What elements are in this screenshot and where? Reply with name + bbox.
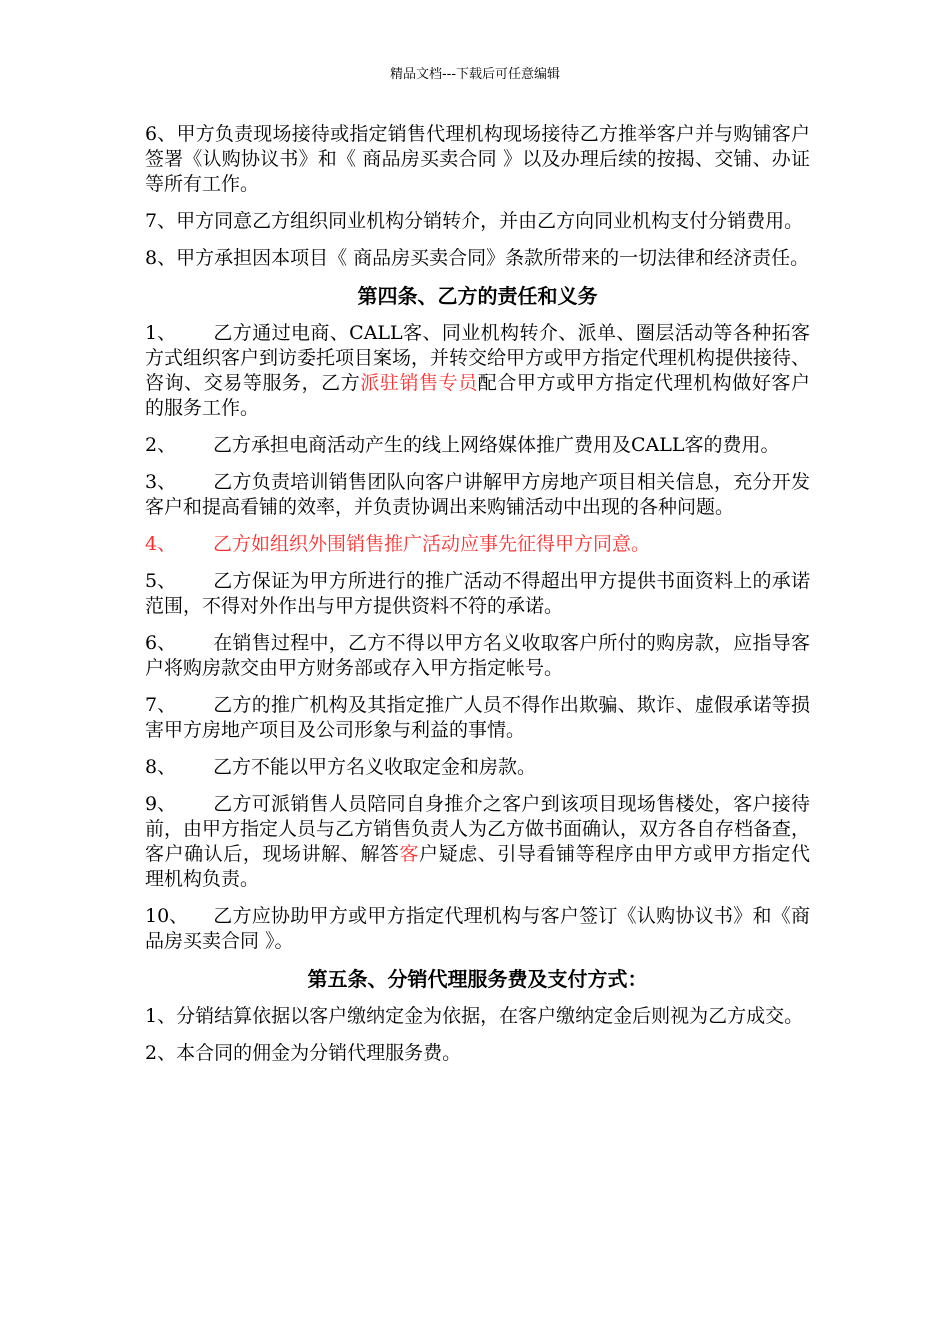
section4-item-1: [145, 321, 810, 421]
item-text: 乙方承担电商活动产生的线上网络媒体推广费用及CALL客的费用。: [213, 434, 780, 456]
item-text: 乙方保证为甲方所进行的推广活动不得超出甲方提供书面资料上的承诺范围，不得对外作出与甲方提供资料不符的承诺。: [145, 570, 810, 617]
section5-title: 第五条、分销代理服务费及支付方式：: [307, 967, 648, 991]
section4-title: 第四条、乙方的责任和义务: [357, 284, 598, 308]
item-number: 10、: [145, 905, 189, 927]
item-text: 配合甲方或甲方指定代理机构做好客户的服务工作。: [145, 372, 810, 419]
document-body: [145, 122, 810, 1078]
section4-item-2: [145, 433, 810, 458]
intro-paragraph-3: 8、甲方承担因本项目《 商品房买卖合同》条款所带来的一切法律和经济责任。: [145, 247, 810, 269]
intro-paragraph-1: 6、甲方负责现场接待或指定销售代理机构现场接待乙方推举客户并与购铺客户签署《认购协议书》和《 商品房买卖合同 》以及办理后续的按揭、交铺、办证等所有工作。: [145, 123, 810, 195]
section4-item-5: [145, 569, 810, 619]
intro-paragraph-2: 7、甲方同意乙方组织同业机构分销转介，并由乙方向同业机构支付分销费用。: [145, 210, 804, 232]
item-text: 在销售过程中，乙方不得以甲方名义收取客户所付的购房款，应指导客户将购房款交由甲方财务部或存入甲方指定帐号。: [145, 632, 810, 679]
item-number: 7、: [145, 694, 177, 716]
item-text: 乙方通过电商、CALL客、同业机构转介、派单、圈层活动等各种拓客方式组织客户到访委托项目案场，并转交给甲方或甲方指定代理机构提供接待、咨询、交易等服务，乙方: [145, 322, 811, 394]
section4-item-9: [145, 792, 810, 892]
item-number: 8、: [145, 756, 177, 778]
item-text: 乙方可派销售人员陪同自身推介之客户到该项目现场售楼处，客户接待前，由甲方指定人员与乙方销售负责人为乙方做书面确认，双方各自存档备查，客户确认后，现场讲解、解答: [145, 793, 811, 865]
intro-section: [145, 122, 810, 271]
item-number: 2、: [145, 434, 177, 456]
item-text: 乙方不能以甲方名义收取定金和房款。: [213, 756, 537, 778]
item-number: 4、: [145, 533, 177, 555]
item-text: 乙方应协助甲方或甲方指定代理机构与客户签订《认购协议书》和《商品房买卖合同 》。: [145, 905, 810, 952]
item-text: 乙方负责培训销售团队向客户讲解甲方房地产项目相关信息，充分开发客户和提高看铺的效率，并负责协调出来购铺活动中出现的各种问题。: [145, 471, 810, 518]
section4-item-6: [145, 631, 810, 681]
section5-paragraph-1: 1、分销结算依据以客户缴纳定金为依据，在客户缴纳定金后则视为乙方成交。: [145, 1005, 804, 1027]
highlighted-text: 乙方如组织外围销售推广活动应事先征得甲方同意。: [213, 533, 651, 555]
section5-paragraph-2: 2、本合同的佣金为分销代理服务费。: [145, 1042, 462, 1064]
item-text: 乙方的推广机构及其指定推广人员不得作出欺骗、欺诈、虚假承诺等损害甲方房地产项目及公司形象与利益的事情。: [145, 694, 810, 741]
page-header: 精品文档---下载后可任意编辑: [389, 67, 561, 82]
section5-paragraphs: [145, 1004, 810, 1066]
section4-item-8: [145, 755, 810, 780]
highlighted-text: 派驻销售专员: [360, 372, 478, 394]
section4-item-4: [145, 532, 810, 557]
section4-item-10: [145, 904, 810, 954]
item-number: 1、: [145, 322, 177, 344]
section4-items: [145, 321, 810, 954]
section4-item-3: [145, 470, 810, 520]
highlighted-text: 客: [399, 843, 420, 865]
item-text: 户疑虑、引导看铺等程序由甲方或甲方指定代理机构负责。: [145, 843, 810, 890]
item-number: 3、: [145, 471, 177, 493]
item-number: 5、: [145, 570, 177, 592]
section4-item-7: [145, 693, 810, 743]
item-number: 6、: [145, 632, 177, 654]
item-number: 9、: [145, 793, 177, 815]
